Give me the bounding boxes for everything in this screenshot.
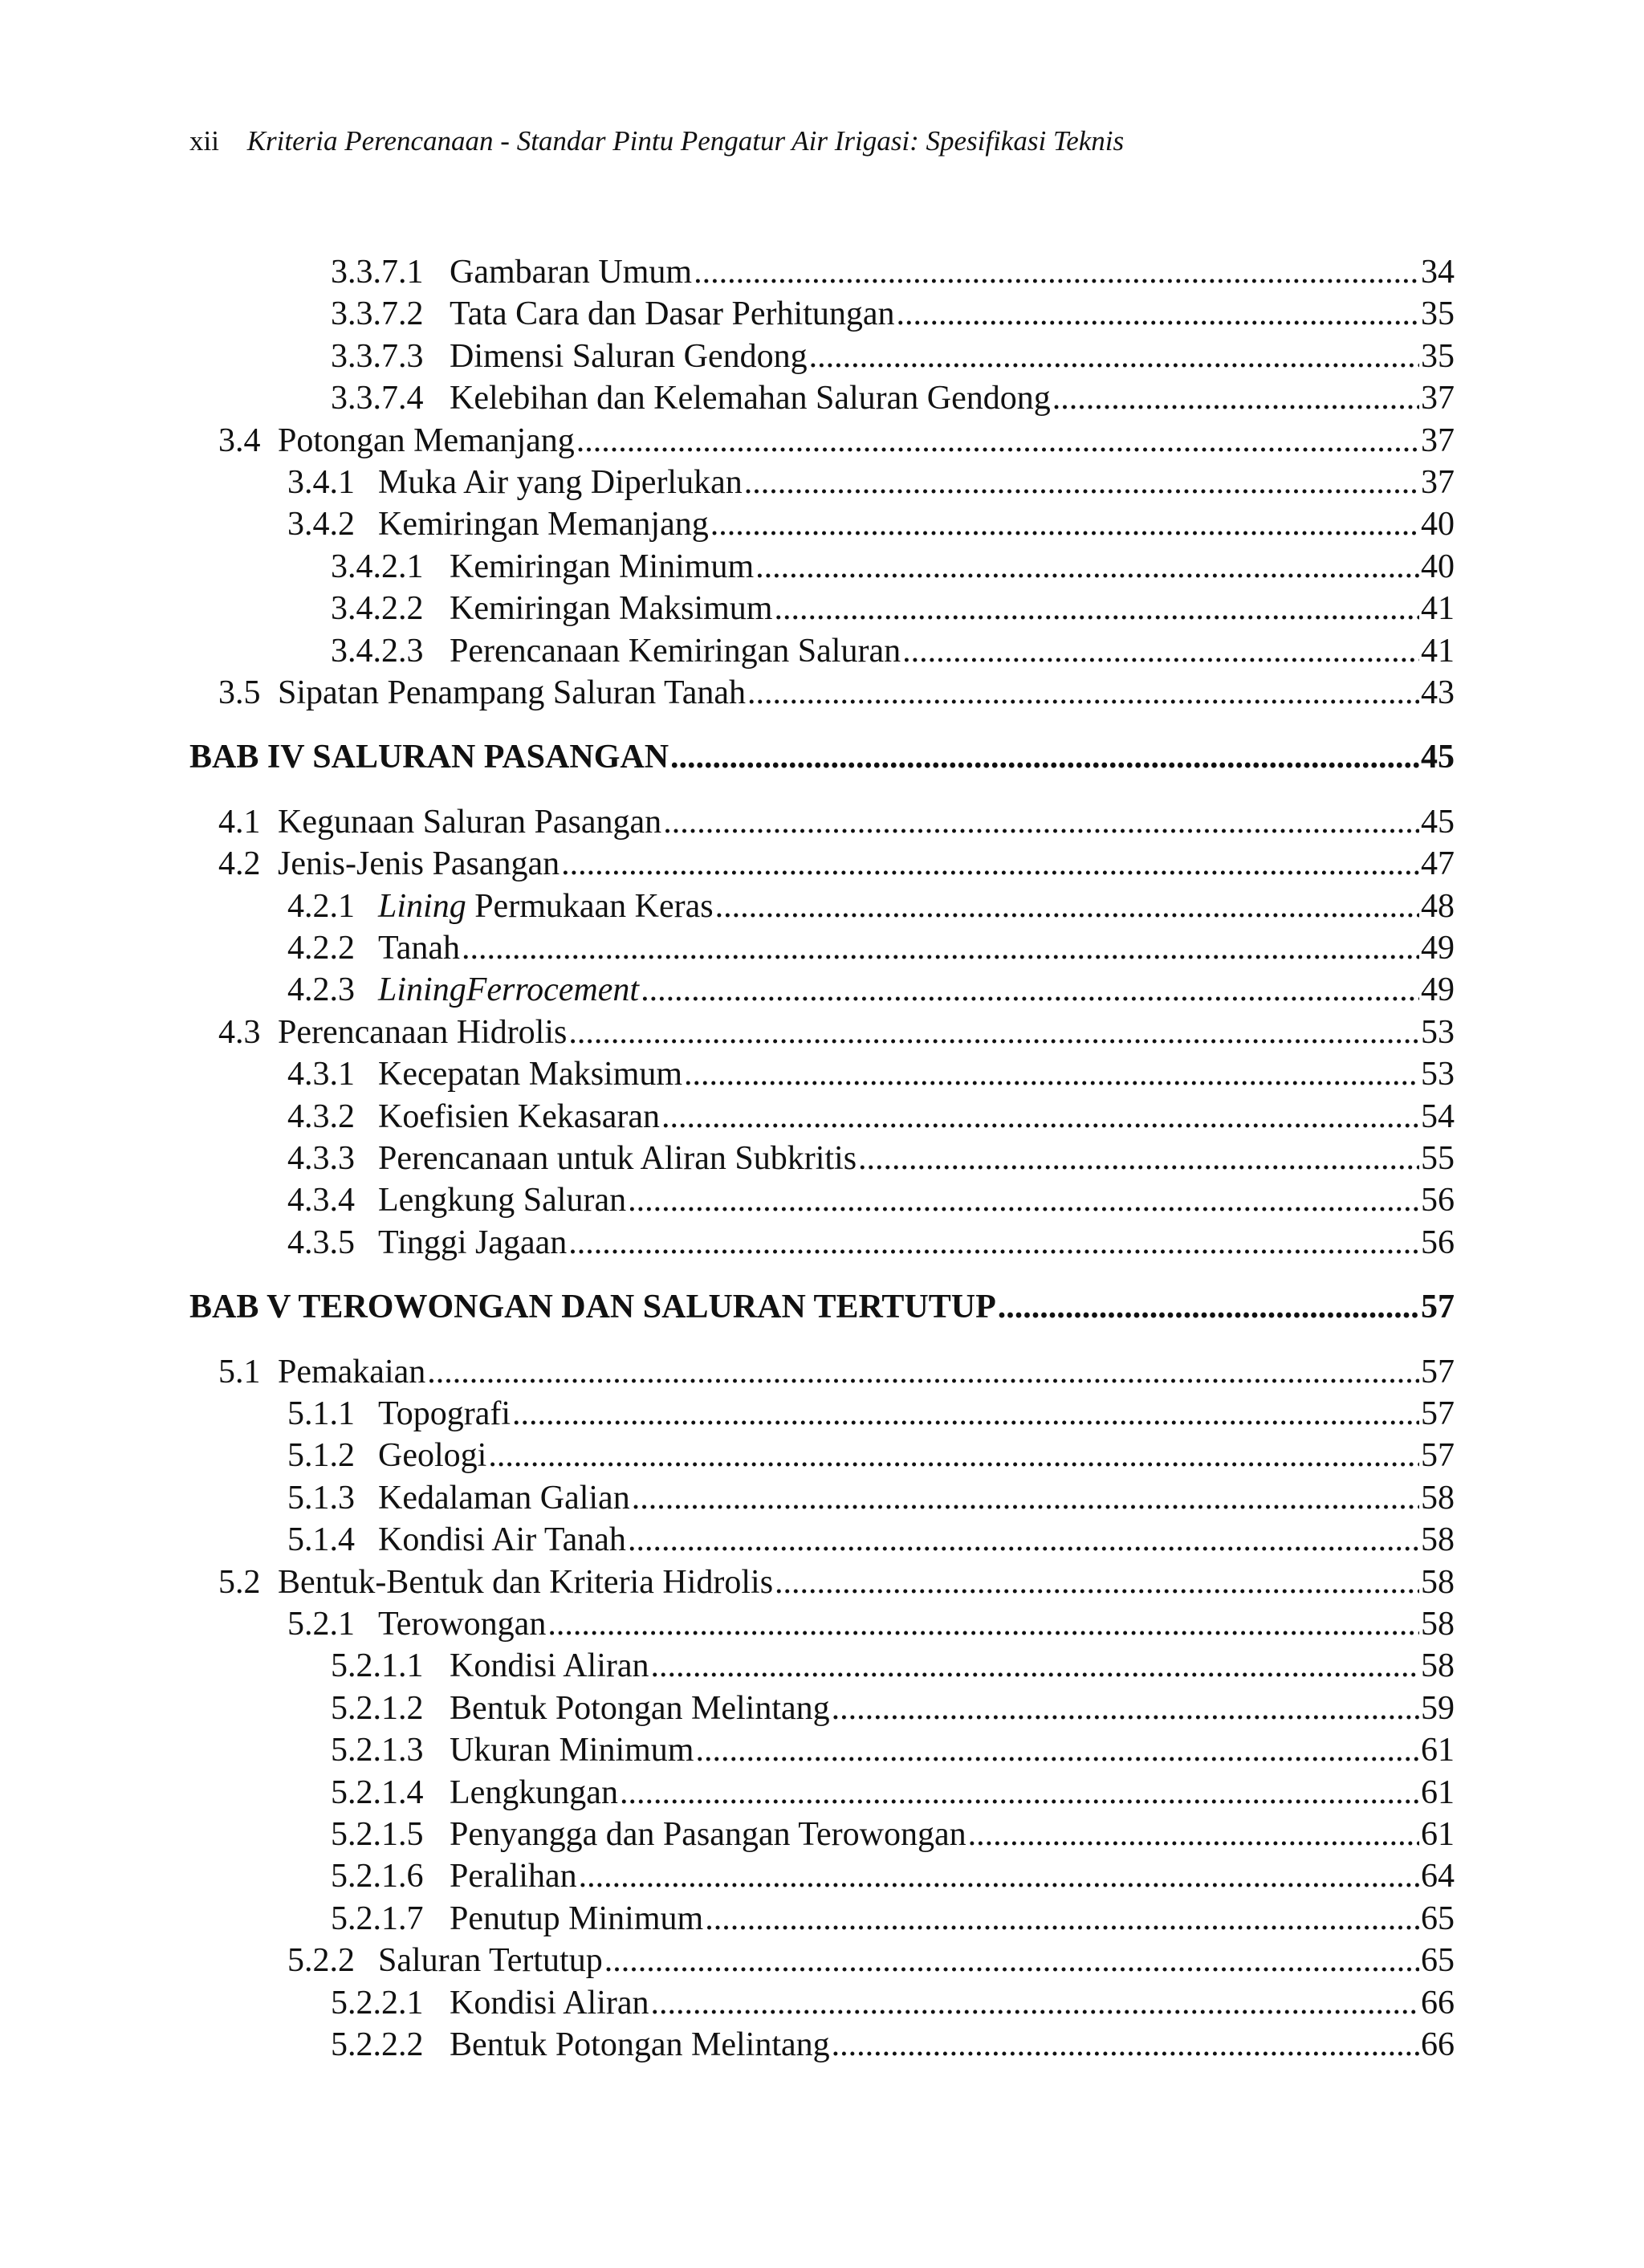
toc-dot-leader [775,1561,1419,1604]
toc-entry-number: 3.4.2.2 [331,590,424,628]
toc-entry-title-text: Kondisi Aliran [450,1647,649,1685]
toc-chapter-entry[interactable] [189,1285,1455,1329]
toc-entry[interactable] [331,335,1455,378]
toc-entry-page: 58 [1421,1479,1455,1517]
toc-entry-title-text: BAB IV SALURAN PASANGAN [189,739,669,776]
toc-entry[interactable] [331,377,1455,420]
header-page-number: xii [189,125,219,157]
toc-entry-title [378,1476,630,1520]
toc-entry-page: 65 [1421,1900,1455,1937]
toc-entry[interactable] [287,1221,1455,1264]
toc-dot-leader [661,1095,1419,1138]
toc-entry-title-text: Bentuk Potongan Melintang [450,2026,830,2063]
toc-entry-title [450,1897,703,1940]
toc-entry[interactable] [287,1939,1455,1982]
toc-entry-number: 3.3.7.3 [331,337,424,375]
toc-entry-page: 41 [1421,590,1455,628]
toc-entry[interactable] [331,1644,1455,1688]
toc-entry[interactable] [218,800,1455,844]
toc-dot-leader [755,545,1419,588]
toc-entry[interactable] [331,1981,1455,2025]
toc-entry-page: 56 [1421,1224,1455,1261]
toc-entry-page: 64 [1421,1858,1455,1895]
toc-entry-number: 5.2.1.2 [331,1689,424,1727]
toc-entry-title-italic: Lining [378,887,466,925]
toc-entry-page: 61 [1421,1773,1455,1811]
toc-entry-title [378,1602,546,1646]
toc-entry-page: 55 [1421,1140,1455,1177]
toc-dot-leader [832,2023,1419,2066]
toc-entry[interactable] [331,2023,1455,2066]
toc-dot-leader [512,1392,1419,1435]
toc-entry-page: 45 [1421,803,1455,841]
toc-entry-number: 5.1.4 [287,1521,355,1559]
toc-dot-leader [568,1221,1419,1264]
toc-entry-title [278,1561,773,1604]
toc-entry-number: 4.2.2 [287,930,355,967]
toc-entry-title-text: Geologi [378,1437,487,1475]
toc-dot-leader [858,1137,1419,1180]
toc-entry-title-text: Potongan Memanjang [278,421,575,459]
toc-entry-title [450,292,895,336]
toc-entry-number: 4.3.5 [287,1224,355,1261]
toc-entry-number: 5.2.1.6 [331,1858,424,1895]
toc-entry-page: 66 [1421,1984,1455,2022]
toc-entry-title [378,1392,511,1435]
toc-entry-title [450,1771,618,1814]
toc-entry-page: 37 [1421,464,1455,501]
toc-entry-title [278,842,560,886]
toc-entry-title [278,800,661,844]
toc-entry-number: 5.2.2.1 [331,1984,424,2022]
toc-entry[interactable] [287,968,1455,1012]
toc-entry-number: 5.2.1.7 [331,1900,424,1937]
toc-entry-number: 5.2 [218,1563,261,1601]
toc-entry[interactable] [287,1179,1455,1222]
toc-entry[interactable] [287,1053,1455,1096]
toc-entry-title-text: Kondisi Aliran [450,1984,649,2022]
toc-dot-leader [705,1897,1419,1940]
toc-entry-title [378,1137,857,1180]
toc-entry-title [189,1285,996,1329]
toc-entry-number: 4.3.1 [287,1056,355,1093]
toc-dot-leader [427,1350,1419,1394]
toc-dot-leader [488,1434,1419,1477]
toc-dot-leader [968,1813,1419,1856]
toc-entry-number: 5.2.1.4 [331,1773,424,1811]
toc-entry[interactable] [218,842,1455,886]
toc-entry[interactable] [331,292,1455,336]
toc-dot-leader [547,1602,1419,1646]
toc-entry-title-text: Kegunaan Saluran Pasangan [278,803,662,841]
toc-entry-number: 4.3.4 [287,1182,355,1220]
toc-entry-title [378,503,709,546]
toc-entry[interactable] [287,503,1455,546]
toc-entry-page: 61 [1421,1816,1455,1853]
toc-entry-title-text: Koefisien Kekasaran [378,1097,661,1135]
toc-entry-title [378,1053,682,1096]
toc-entry[interactable] [331,545,1455,588]
toc-entry[interactable] [287,1434,1455,1477]
toc-entry-title [450,1728,694,1772]
toc-entry-title-text: Kelebihan dan Kelemahan Saluran Gendong [450,380,1051,417]
toc-dot-leader [604,1939,1419,1982]
toc-entry[interactable] [331,1897,1455,1940]
toc-entry-title-text: Kondisi Air Tanah [378,1521,626,1559]
toc-dot-leader [710,503,1419,546]
toc-entry-number: 5.1.3 [287,1479,355,1517]
toc-dot-leader [651,1981,1420,2025]
toc-entry-title-text: Tata Cara dan Dasar Perhitungan [450,295,895,333]
toc-entry-number: 5.1.1 [287,1395,355,1432]
toc-entry-number: 3.3.7.4 [331,380,424,417]
toc-entry-number: 4.1 [218,803,261,841]
toc-entry-title [450,629,901,673]
toc-entry-title-text: Dimensi Saluran Gendong [450,337,808,375]
toc-entry-page: 58 [1421,1606,1455,1643]
toc-entry-title [378,1518,626,1562]
toc-entry-number: 5.2.2 [287,1942,355,1980]
toc-dot-leader [651,1644,1420,1688]
toc-entry-page: 65 [1421,1942,1455,1980]
toc-entry-title [450,1644,649,1688]
toc-entry-page: 37 [1421,421,1455,459]
toc-entry-title [450,1981,649,2025]
toc-entry-page: 37 [1421,380,1455,417]
toc-entry-title-text: Perencanaan Kemiringan Saluran [450,632,901,670]
toc-dot-leader [832,1687,1419,1730]
toc-entry[interactable] [331,629,1455,673]
toc-dot-leader [774,587,1419,630]
toc-entry-number: 3.3.7.2 [331,295,424,333]
toc-entry-page: 41 [1421,632,1455,670]
toc-dot-leader [684,1053,1419,1096]
toc-entry-page: 58 [1421,1521,1455,1559]
toc-entry-page: 53 [1421,1013,1455,1051]
toc-entry-number: 5.2.1.1 [331,1647,424,1685]
toc-entry-number: 5.2.1.3 [331,1732,424,1769]
toc-entry-title-text: Tinggi Jagaan [378,1224,568,1261]
toc-entry-page: 48 [1421,887,1455,925]
toc-entry-page: 58 [1421,1563,1455,1601]
toc-dot-leader [561,842,1419,886]
toc-entry-number: 3.3.7.1 [331,254,424,291]
toc-entry-page: 57 [1421,1437,1455,1475]
toc-entry-page: 57 [1421,1353,1455,1391]
toc-entry-title-text: Penyangga dan Pasangan Terowongan [450,1816,966,1853]
toc-entry-page: 43 [1421,674,1455,711]
toc-entry-title-text: Kedalaman Galian [378,1479,630,1517]
toc-entry-title [450,545,754,588]
toc-entry-page: 59 [1421,1689,1455,1727]
toc-entry[interactable] [218,1350,1455,1394]
toc-entry-page: 35 [1421,295,1455,333]
toc-entry-number: 4.2 [218,845,261,883]
toc-dot-leader [576,419,1419,462]
toc-entry-title [278,1350,425,1394]
toc-entry-page: 57 [1421,1395,1455,1432]
toc-entry[interactable] [331,1855,1455,1898]
toc-entry-page: 35 [1421,337,1455,375]
toc-entry-title-text: Lengkung Saluran [378,1182,627,1220]
toc-entry-title-italic: LiningFerrocement [378,971,640,1009]
toc-entry[interactable] [287,461,1455,504]
toc-entry-page: 58 [1421,1647,1455,1685]
toc-dot-leader [462,926,1419,970]
toc-entry-title-text: Kemiringan Minimum [450,548,755,585]
toc-dot-leader [1052,377,1419,420]
toc-entry[interactable] [218,419,1455,462]
toc-entry-title [378,885,714,928]
toc-entry-title [189,735,669,779]
toc-dot-leader [579,1855,1419,1898]
toc-entry[interactable] [331,587,1455,630]
toc-entry-title-text: Bentuk Potongan Melintang [450,1689,830,1727]
toc-entry-title [378,1095,660,1138]
toc-entry-title-text: Ukuran Minimum [450,1732,694,1769]
toc-dot-leader [715,885,1419,928]
toc-entry-page: 40 [1421,548,1455,585]
toc-entry[interactable] [287,1137,1455,1180]
toc-entry-title-text: Terowongan [378,1606,547,1643]
toc-dot-leader [628,1518,1419,1562]
toc-entry-title-text: Kecepatan Maksimum [378,1056,683,1093]
toc-entry[interactable] [287,1602,1455,1646]
toc-entry[interactable] [331,250,1455,294]
toc-entry-number: 4.3.3 [287,1140,355,1177]
toc-entry-page: 47 [1421,845,1455,883]
toc-entry-number: 3.5 [218,674,261,711]
toc-entry-title [378,1434,486,1477]
toc-entry[interactable] [218,1011,1455,1054]
toc-entry-number: 3.4.2.1 [331,548,424,585]
toc-entry-number: 3.4.1 [287,464,355,501]
toc-entry-title-text: Perencanaan Hidrolis [278,1013,568,1051]
toc-entry-title-text: BAB V TEROWONGAN DAN SALURAN TERTUTUP [189,1289,996,1326]
toc-entry-title [450,335,808,378]
toc-entry-page: 45 [1421,739,1455,776]
toc-dot-leader [620,1771,1419,1814]
toc-entry-title-text: Topografi [378,1395,511,1432]
toc-entry-title-text: Saluran Tertutup [378,1942,603,1980]
toc-entry-title-text: Bentuk-Bentuk dan Kriteria Hidrolis [278,1563,774,1601]
toc-entry-title [378,461,743,504]
toc-entry-title [450,2023,830,2066]
toc-entry-title-text: Tanah [378,930,461,967]
toc-dot-leader [568,1011,1419,1054]
toc-dot-leader [998,1285,1419,1329]
toc-entry-title [378,1221,567,1264]
toc-entry[interactable] [331,1813,1455,1856]
toc-dot-leader [747,671,1419,715]
toc-entry-number: 5.2.2.2 [331,2026,424,2063]
toc-entry-title-text: Sipatan Penampang Saluran Tanah [278,674,746,711]
toc-dot-leader [902,629,1419,673]
toc-entry-number: 4.2.3 [287,971,355,1009]
toc-dot-leader [632,1476,1419,1520]
toc-entry-page: 57 [1421,1289,1455,1326]
toc-entry-title [450,250,692,294]
toc-entry-title [378,1179,626,1222]
toc-entry-title [378,968,639,1012]
toc-entry-number: 5.2.1 [287,1606,355,1643]
toc-entry-page: 54 [1421,1097,1455,1135]
toc-entry-title [450,1813,966,1856]
toc-entry-title [278,419,575,462]
toc-entry-page: 53 [1421,1056,1455,1093]
toc-entry[interactable] [331,1728,1455,1772]
toc-entry[interactable] [287,1518,1455,1562]
toc-entry[interactable] [287,926,1455,970]
toc-dot-leader [695,1728,1419,1772]
toc-entry-title [378,926,460,970]
toc-entry-number: 4.3 [218,1013,261,1051]
toc-dot-leader [744,461,1419,504]
toc-entry-title [450,377,1051,420]
toc-entry-title-text: Kemiringan Memanjang [378,506,709,544]
toc-entry-number: 5.1.2 [287,1437,355,1475]
toc-entry-title [450,1687,830,1730]
toc-dot-leader [897,292,1419,336]
toc-dot-leader [628,1179,1419,1222]
toc-entry-title [278,671,746,715]
toc-entry-page: 66 [1421,2026,1455,2063]
toc-entry[interactable] [287,1476,1455,1520]
toc-entry-number: 3.4.2 [287,506,355,544]
toc-dot-leader [670,735,1419,779]
toc-entry-page: 56 [1421,1182,1455,1220]
toc-entry-page: 34 [1421,254,1455,291]
toc-entry-page: 49 [1421,971,1455,1009]
toc-entry-number: 4.3.2 [287,1097,355,1135]
running-header [189,124,1124,159]
toc-entry-page: 40 [1421,506,1455,544]
toc-entry-page: 49 [1421,930,1455,967]
toc-entry-number: 5.2.1.5 [331,1816,424,1853]
toc-entry[interactable] [331,1771,1455,1814]
toc-entry[interactable] [287,1392,1455,1435]
toc-entry-title-text: Lengkungan [450,1773,618,1811]
toc-entry-title-text: Penutup Minimum [450,1900,704,1937]
toc-dot-leader [694,250,1419,294]
toc-entry-title [378,1939,603,1982]
toc-entry-number: 3.4 [218,421,261,459]
toc-entry-title-text: Permukaan Keras [466,887,714,925]
toc-entry-title-text: Kemiringan Maksimum [450,590,773,628]
toc-entry-title-text: Perencanaan untuk Aliran Subkritis [378,1140,857,1177]
toc-chapter-entry[interactable] [189,735,1455,779]
toc-entry-title-text: Pemakaian [278,1353,426,1391]
toc-entry-title [278,1011,567,1054]
toc-entry[interactable] [331,1687,1455,1730]
toc-entry-number: 5.1 [218,1353,261,1391]
toc-entry[interactable] [218,1561,1455,1604]
toc-entry[interactable] [218,671,1455,715]
toc-entry-number: 3.4.2.3 [331,632,424,670]
toc-entry[interactable] [287,885,1455,928]
toc-entry-number: 4.2.1 [287,887,355,925]
toc-entry-title [450,1855,577,1898]
toc-entry-title-text: Peralihan [450,1858,577,1895]
toc-dot-leader [663,800,1419,844]
toc-entry-page: 61 [1421,1732,1455,1769]
toc-entry[interactable] [287,1095,1455,1138]
toc-entry-title-text: Jenis-Jenis Pasangan [278,845,560,883]
header-title: Kriteria Perencanaan - Standar Pintu Pengatur Air Irigasi: Spesifikasi Teknis [246,125,1125,157]
toc-dot-leader [641,968,1419,1012]
toc-dot-leader [809,335,1419,378]
toc-entry-title [450,587,772,630]
toc-entry-title-text: Gambaran Umum [450,254,693,291]
toc-entry-title-text: Muka Air yang Diperlukan [378,464,743,501]
